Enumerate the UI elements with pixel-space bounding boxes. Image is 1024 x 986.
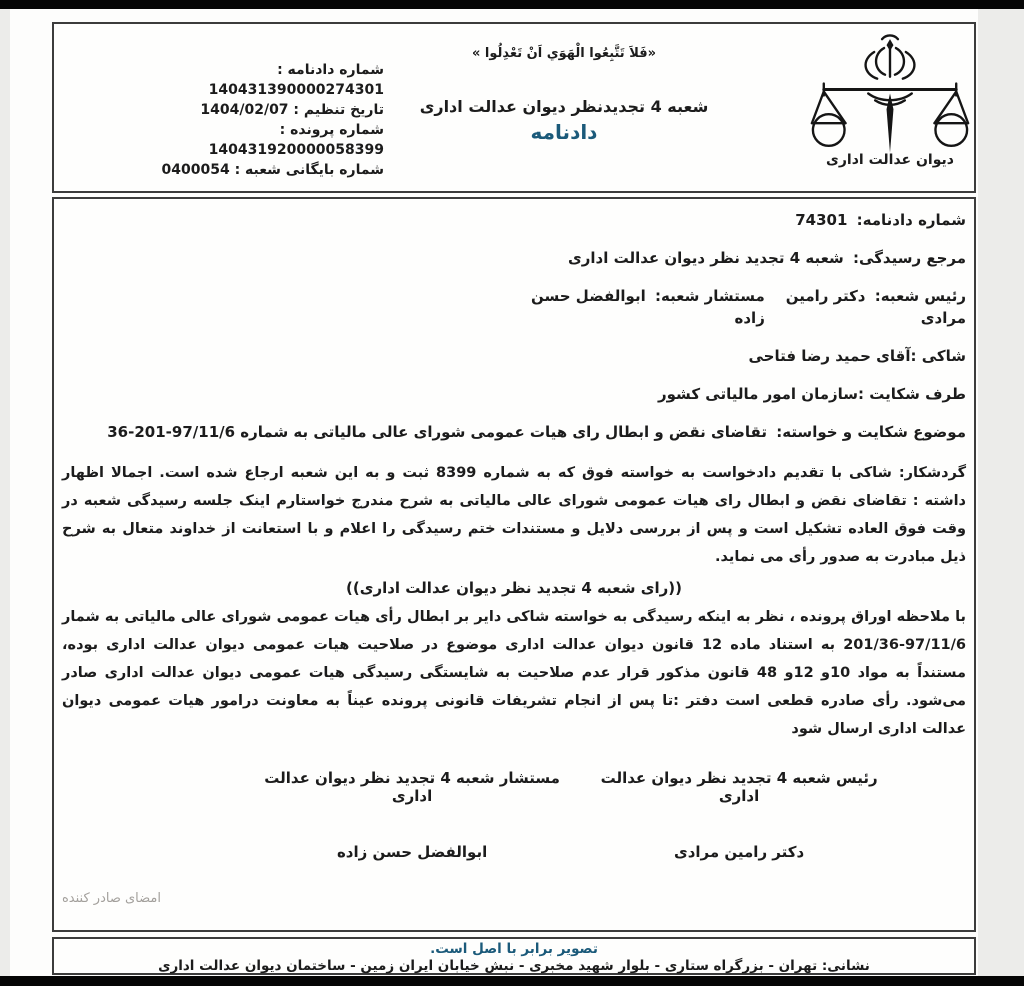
defendant-line bbox=[62, 383, 966, 405]
president-signature-block bbox=[580, 769, 898, 861]
defendant-label: طرف شکایت : bbox=[858, 385, 966, 403]
scales-of-justice-icon bbox=[806, 30, 974, 156]
quran-verse: «فَلاَ تَتَّبِعُوا الْهَوَي اَنْ تَعْدِلُوا » bbox=[472, 46, 656, 61]
case-number-value: 74301 bbox=[795, 211, 848, 229]
branch-counselor-label: مستشار شعبه: bbox=[654, 287, 765, 305]
header-issue-date-line bbox=[112, 100, 384, 120]
header-file-number-line bbox=[112, 120, 384, 160]
address-line bbox=[54, 958, 974, 975]
header-file-number-value: 140431920000058399 bbox=[208, 142, 384, 158]
footer-section bbox=[52, 937, 976, 975]
president-signature-title: رئیس شعبه 4 تجدید نظر دیوان عدالت اداری bbox=[600, 769, 878, 805]
court-logo-caption: دیوان عدالت اداری bbox=[826, 152, 954, 168]
authority-label: مرجع رسیدگی: bbox=[853, 249, 966, 267]
header-file-number-label: شماره پرونده : bbox=[279, 122, 384, 138]
header-verdict-number-line bbox=[112, 60, 384, 100]
address-label: نشانی: bbox=[821, 958, 870, 974]
defendant-name: سازمان امور مالیاتی کشور bbox=[658, 385, 859, 403]
branch-title: شعبه 4 تجدیدنظر دیوان عدالت اداری bbox=[419, 97, 709, 116]
branch-president-line bbox=[765, 285, 966, 329]
header-case-info-block bbox=[112, 60, 384, 180]
plaintiff-label: شاکی : bbox=[910, 347, 966, 365]
document-page bbox=[10, 9, 978, 976]
header-issue-date-value: 1404/02/07 bbox=[200, 102, 289, 118]
copy-certification-line: تصویر برابر با اصل است. bbox=[430, 941, 598, 957]
top-black-frame-bar bbox=[0, 0, 1024, 9]
branch-president-label: رئیس شعبه: bbox=[874, 287, 966, 305]
subject-value: تقاضای نقض و ابطال رای هیات عمومی شورای عالی مالیاتی به شماره 97/11/6-201-36 bbox=[107, 423, 767, 441]
case-number-line bbox=[62, 209, 966, 231]
signatures-row bbox=[62, 769, 966, 861]
issuer-signature-note: امضای صادر کننده bbox=[62, 891, 161, 906]
verdict-paragraph: با ملاحظه اوراق پرونده ، نظر به اینکه رسیدگی به خواسته شاکی دایر بر ابطال رأی هیات عمومی شورای عالی مالیاتی به شمار 97/11/6-201/36 به استناد ماده 12 قانون دیوان عدالت اداری موضوع در صلاحیت هیات عمومی دیوان عدالت اداری بوده، مستنداً به مواد 10و 12و 48 قانون مذکور قرار عدم صلاحیت به شایستگی رسیدگی هیات عمومی دیوان عدالت اداری صادر می‌شود. رأی صادره قطعی است دفتر :تا پس از انجام تشریفات قانونی پرونده عیناً به معاونت درامور هیات عمومی دیوان عدالت اداری ارسال شود bbox=[62, 609, 967, 737]
bottom-black-frame-bar bbox=[0, 976, 1024, 986]
header-verdict-number-value: 140431390000274301 bbox=[208, 82, 384, 98]
header-archive-number-label: شماره بایگانی شعبه : bbox=[234, 162, 384, 178]
header-title-block bbox=[376, 46, 752, 144]
judges-line bbox=[62, 285, 966, 329]
authority-line bbox=[62, 247, 966, 269]
branch-counselor-name: ابوالفضل حسن زاده bbox=[531, 287, 765, 327]
counselor-signature-block bbox=[244, 769, 580, 861]
process-paragraph: گردشکار: شاکی با تقدیم دادخواست به خواسته فوق که به شماره 8399 ثبت و به این شعبه ارجاع شده است. اجمالا اظهار داشته : تقاضای نقض و ابطال رای هیات عمومی شورای عالی مالیاتی به شرح مندرج خواستارم اینک جلسه رسیدگی شعبه در وقت فوق العاده تشکیل است و پس از بررسی دلایل و مستندات ختم رسیدگی را اعلام و با استعانت از خداوند متعال به شرح ذیل مبادرت به صدور رأی می نماید. bbox=[62, 465, 967, 565]
verdict-body-section bbox=[52, 197, 976, 932]
address-value: تهران - بزرگراه ستاری - بلوار شهید مخبری - نبش خیابان ایران زمین - ساختمان دیوان عدالت اداری bbox=[158, 958, 818, 974]
counselor-signature-name: ابوالفضل حسن زاده bbox=[336, 843, 488, 861]
authority-value: شعبه 4 تجدید نظر دیوان عدالت اداری bbox=[567, 249, 844, 267]
plaintiff-line bbox=[62, 345, 966, 367]
header-issue-date-label: تاریخ تنظیم : bbox=[293, 102, 384, 118]
subject-line bbox=[62, 421, 966, 443]
header-archive-number-value: 0400054 bbox=[161, 162, 230, 178]
iran-emblem-tashdid bbox=[882, 35, 898, 39]
counselor-signature-title: مستشار شعبه 4 تجدید نظر دیوان عدالت اداری bbox=[264, 769, 560, 805]
header-section bbox=[52, 22, 976, 193]
subject-label: موضوع شکایت و خواسته: bbox=[776, 423, 966, 441]
document-type-title: دادنامه bbox=[530, 120, 598, 144]
verdict-heading: ((رای شعبه 4 تجدید نظر دیوان عدالت اداری)) bbox=[346, 579, 682, 597]
branch-counselor-line bbox=[530, 285, 765, 329]
court-logo bbox=[802, 30, 978, 190]
president-signature-name: دکتر رامین مرادی bbox=[673, 843, 805, 861]
header-verdict-number-label: شماره دادنامه : bbox=[277, 62, 384, 78]
case-number-label: شماره دادنامه: bbox=[856, 211, 966, 229]
plaintiff-name: آقای حمید رضا فتاحی bbox=[748, 347, 911, 365]
header-archive-number-line bbox=[112, 160, 384, 180]
branch-president-name: دکتر رامین مرادی bbox=[785, 287, 966, 327]
